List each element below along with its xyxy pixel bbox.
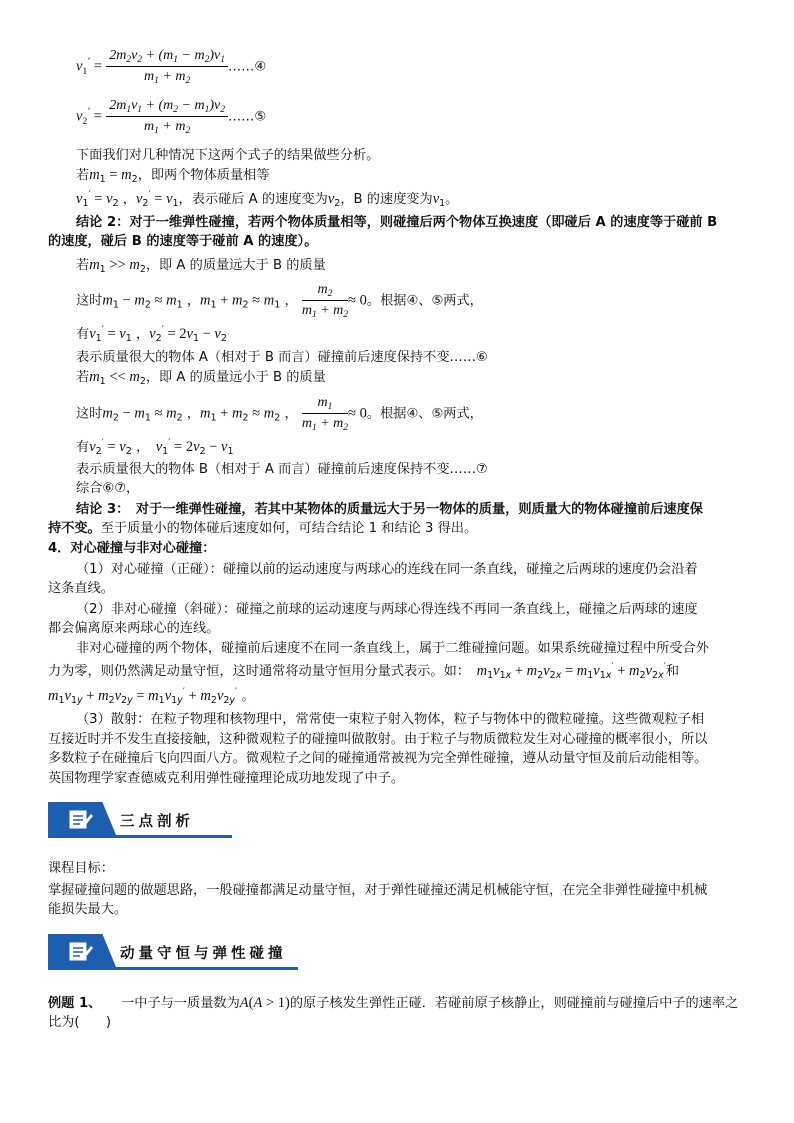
- para-1-line-2: 这条直线。: [48, 581, 114, 596]
- para-1-line-1: （1）对心碰撞（正碰）：碰撞以前的运动速度与两球心的连线在同一条直线，碰撞之后两球的速度仍会沿着: [76, 562, 698, 577]
- para-4-line-4: 英国物理学家查德威克利用弹性碰撞理论成功地发现了中子。: [48, 771, 405, 786]
- conclusion-3-cont: 持不变。至于质量小的物体碰后速度如何，可结合结论 1 和结论 3 得出。: [48, 521, 478, 536]
- para-3-line-2: 力为零，则仍然满足动量守恒，这时通常将动量守恒用分量式表示。如： $m_1v_{1x} + m_2v_{2x} = m_1v_{1x}' + m_2v_{2x}'$和: [48, 661, 679, 681]
- formula-4: $v_1'$ = $\frac{2m_2v_2 + (m_1 - m_2)v_1}{m_1 + m_2}$ ……④: [76, 48, 267, 86]
- case-a-much-less: 若$m_1 << m_2$，即 A 的质量远小于 B 的质量: [76, 369, 326, 387]
- para-2-line-2: 都会偏离原来两球心的连线。: [48, 621, 220, 636]
- para-3-formula-y: $m_1v_{1y} + m_2v_{2y} = m_1v_{1y}' + m_2v_{2y}'$ 。: [48, 686, 255, 706]
- formula-4-label: ……④: [227, 59, 267, 75]
- para-4-line-3: 多数粒子在碰撞后飞向四面八方。微观粒子之间的碰撞通常被视为完全弹性碰撞，遵从动量守恒及前后动能相等。: [48, 751, 708, 766]
- goal-line-2: 能损失最大。: [48, 902, 128, 917]
- case-b-have: 有$v_2' = v_2$ ， $v_1' = 2v_2 - v_1$: [76, 437, 234, 457]
- banner-underline: [48, 967, 298, 970]
- banner-underline: [48, 835, 232, 838]
- example-1-line-2: 比为( ): [48, 1015, 112, 1030]
- pencil-notepad-icon: [68, 808, 94, 830]
- para-2-line-1: （2）非对心碰撞（斜碰）：碰撞之前球的运动速度与两球心得连线不再同一条直线上，碰撞之后两球的速度: [76, 602, 698, 617]
- para-4-line-1: （3）散射：在粒子物理和核物理中，常常使一束粒子射入物体，粒子与物体中的微粒碰撞。这些微观粒子相: [76, 712, 705, 727]
- goal-label: 课程目标：: [48, 861, 114, 876]
- banner-title: 动量守恒与弹性碰撞: [120, 945, 287, 962]
- case-equal-result: $v_1' = v_2$ ，$v_2' = v_1$，表示碰后 A 的速度变为$v_2$，B 的速度变为$v_1$。: [76, 189, 459, 209]
- section-4-heading: 4．对心碰撞与非对心碰撞：: [48, 541, 216, 556]
- para-3-line-1: 非对心碰撞的两个物体，碰撞前后速度不在同一条直线上，属于二维碰撞问题。如果系统碰撞过程中所受合外: [76, 641, 709, 656]
- conclusion-2-cont: 的速度，碰后 B 的速度等于碰前 A 的速度）。: [48, 234, 318, 249]
- banner-title: 三点剖析: [120, 813, 194, 830]
- case-equal-mass: 若$m_1 = m_2$，即两个物体质量相等: [76, 167, 270, 185]
- case-a-have: 有$v_1' = v_1$ ，$v_2' = 2v_1 - v_2$: [76, 324, 227, 344]
- case-b-text: 表示质量很大的物体 B（相对于 A 而言）碰撞前后速度保持不变……⑦: [76, 462, 488, 477]
- analysis-intro: 下面我们对几种情况下这两个式子的结果做些分析。: [76, 148, 380, 163]
- combine-line: 综合⑥⑦，: [76, 481, 140, 496]
- case-a-approx: 这时$m_1 - m_2 \approx m_1$ ，$m_1 + m_2 \approx m_1$ ， $\frac{m_2}{m_1 + m_2}$ ≈ 0。根据④、⑤两式，: [76, 282, 483, 320]
- example-1-line-1: 例题 1、 一中子与一质量数为A(A > 1)的原子核发生弹性正碰．若碰前原子核静止，则碰撞前与碰撞后中子的速率之: [48, 995, 739, 1011]
- case-a-text: 表示质量很大的物体 A（相对于 B 而言）碰撞前后速度保持不变……⑥: [76, 350, 488, 365]
- case-b-approx: 这时$m_2 - m_1 \approx m_2$ ，$m_1 + m_2 \approx m_2$ ， $\frac{m_1}{m_1 + m_2}$ ≈ 0。根据④、⑤两式，: [76, 395, 483, 433]
- goal-line-1: 掌握碰撞问题的做题思路，一般碰撞都满足动量守恒，对于弹性碰撞还满足机械能守恒，在完全非弹性碰撞中机械: [48, 883, 708, 898]
- conclusion-2: 结论 2：对于一维弹性碰撞，若两个物体质量相等，则碰撞后两个物体互换速度（即碰后 A 的速度等于碰前 B: [76, 215, 718, 230]
- section-banner-momentum: [48, 934, 298, 970]
- formula-5-label: ……⑤: [227, 109, 267, 125]
- section-banner-analysis: [48, 802, 232, 838]
- para-4-line-2: 互接近时并不发生直接接触，这种微观粒子的碰撞叫做散射。由于粒子与物质微粒发生对心碰撞的概率很小，所以: [48, 732, 708, 747]
- conclusion-3: 结论 3： 对于一维弹性碰撞，若其中某物体的质量远大于另一物体的质量，则质量大的物体碰撞前后速度保: [76, 502, 703, 517]
- case-a-much-greater: 若$m_1 >> m_2$，即 A 的质量远大于 B 的质量: [76, 257, 326, 275]
- pencil-notepad-icon: [68, 940, 94, 962]
- formula-5: $v_2'$ = $\frac{2m_1v_1 + (m_2 - m_1)v_2}{m_1 + m_2}$ ……⑤: [76, 98, 267, 136]
